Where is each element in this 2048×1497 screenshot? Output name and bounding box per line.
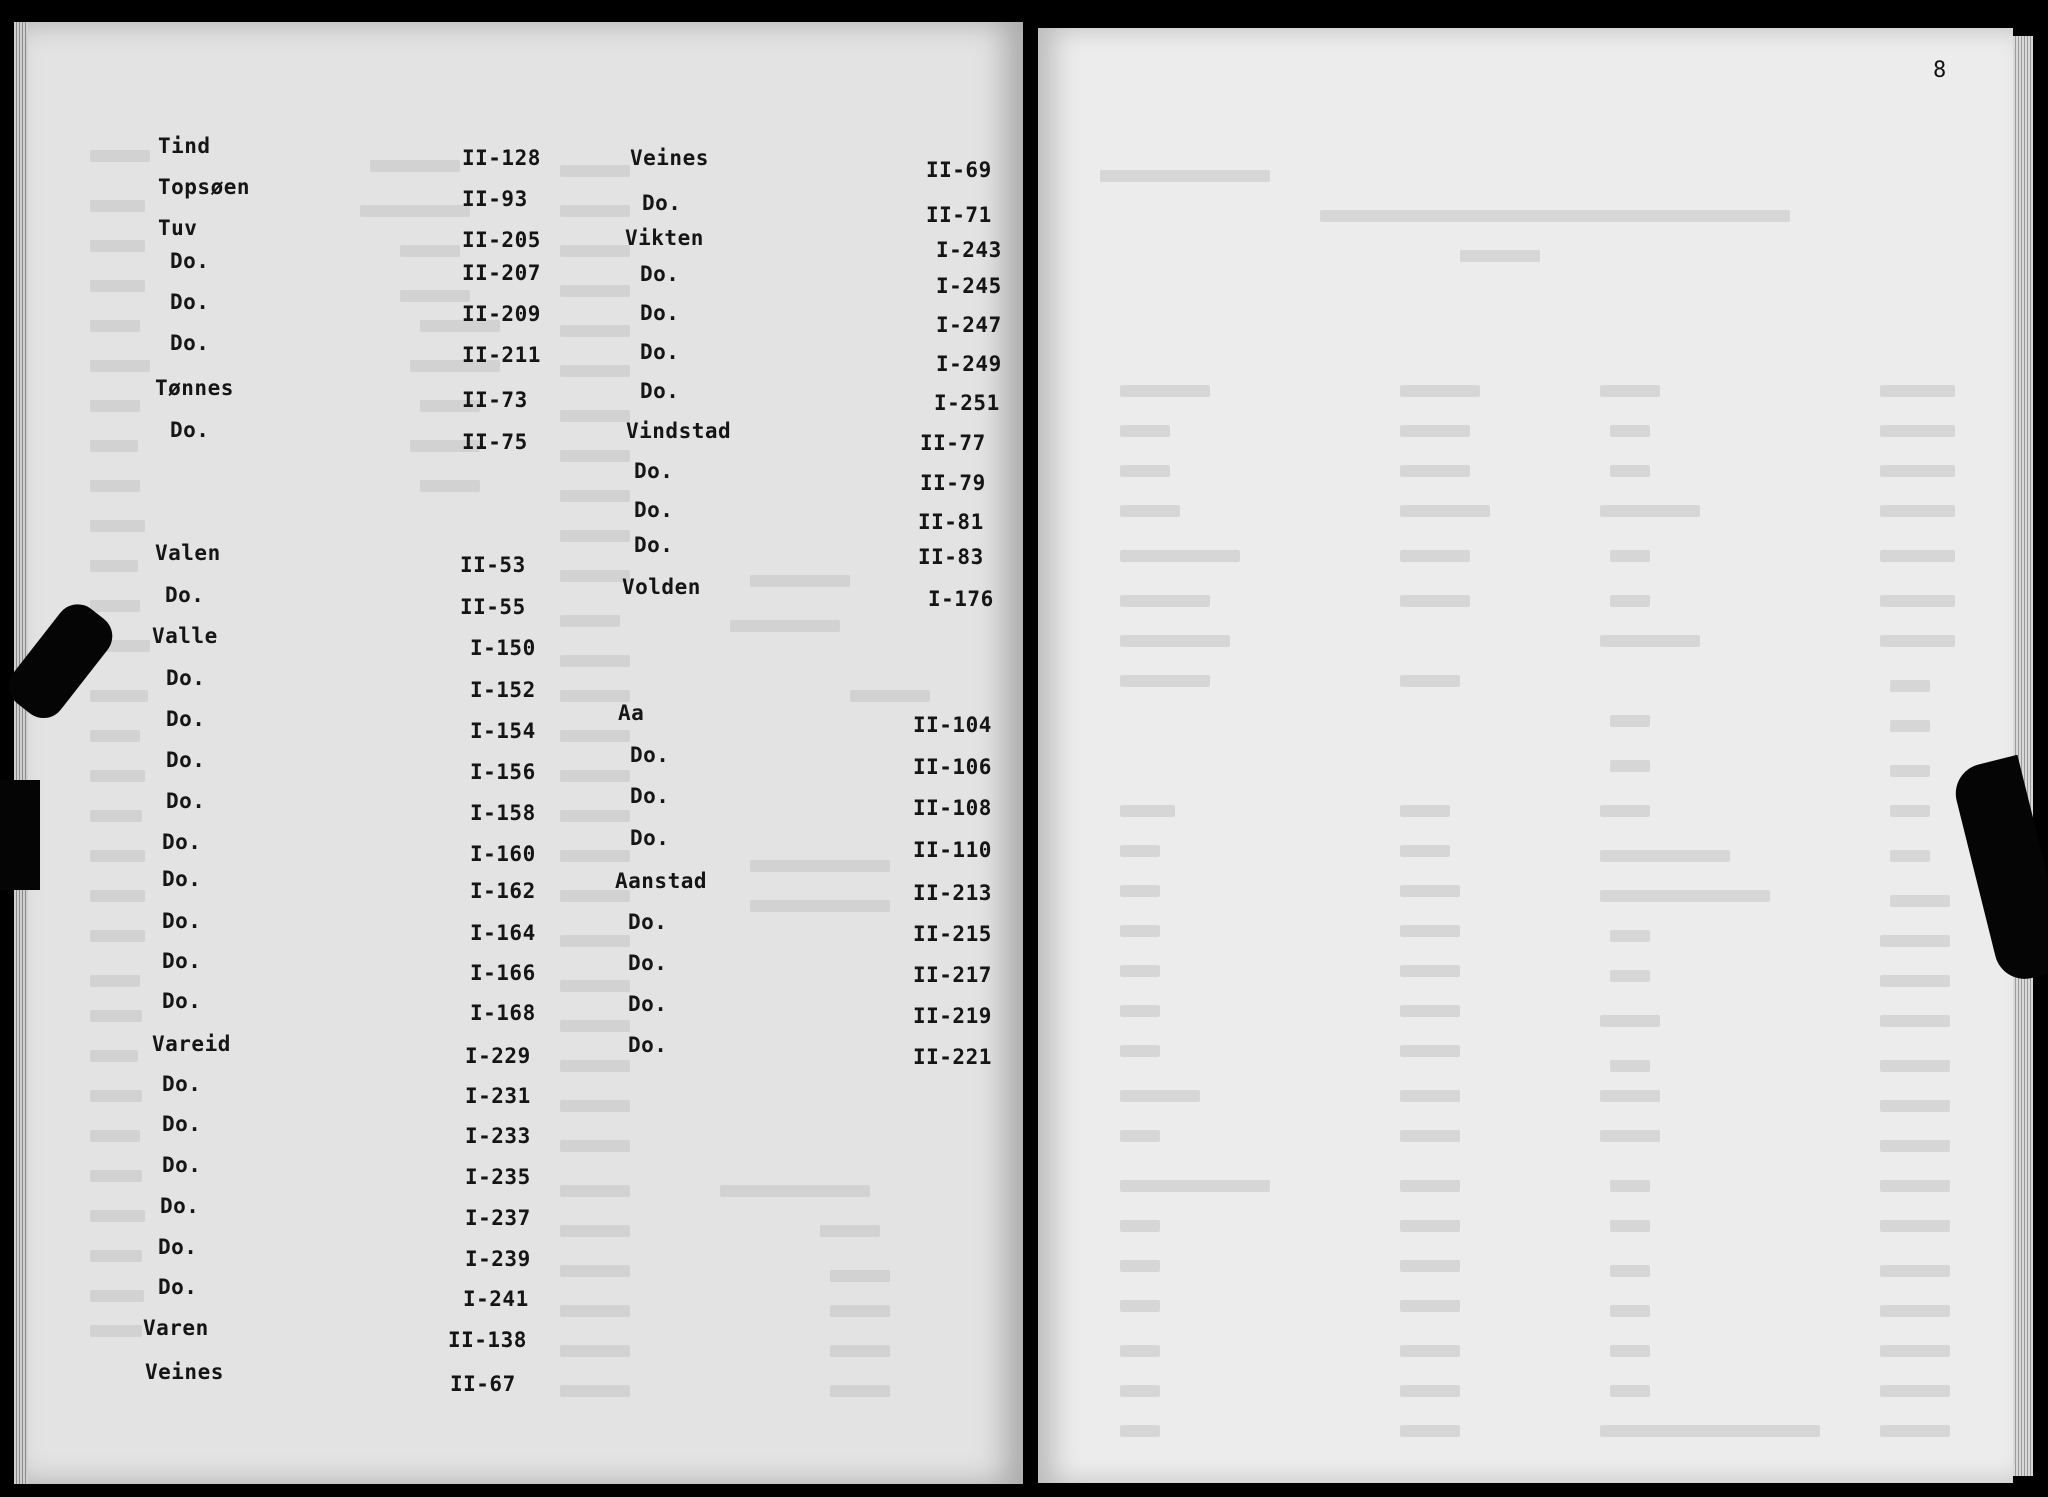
volume-page-ref: II-138 [448, 1328, 527, 1352]
volume-page-ref: II-55 [460, 595, 526, 619]
show-through-stroke [90, 850, 145, 862]
show-through-stroke [1880, 1100, 1950, 1112]
show-through-stroke [90, 1050, 138, 1062]
show-through-stroke [1600, 890, 1770, 902]
show-through-stroke [360, 205, 470, 217]
show-through-stroke [1880, 385, 1955, 397]
show-through-stroke [1880, 1220, 1950, 1232]
show-through-stroke [560, 325, 630, 337]
show-through-stroke [1610, 1265, 1650, 1277]
volume-page-ref: I-245 [936, 274, 1002, 298]
show-through-stroke [560, 615, 620, 627]
show-through-stroke [1880, 1305, 1950, 1317]
volume-page-ref: II-67 [450, 1372, 516, 1396]
show-through-stroke [370, 160, 460, 172]
show-through-stroke [1400, 1260, 1460, 1272]
show-through-stroke [1400, 675, 1460, 687]
volume-page-ref: II-128 [462, 146, 541, 170]
show-through-stroke [90, 810, 142, 822]
place-name: Volden [622, 575, 701, 599]
place-name: Do. [170, 290, 210, 314]
show-through-stroke [1100, 170, 1270, 182]
show-through-stroke [90, 1250, 142, 1262]
show-through-stroke [1610, 595, 1650, 607]
place-name: Do. [642, 191, 682, 215]
show-through-stroke [1120, 1090, 1200, 1102]
volume-page-ref: II-209 [462, 302, 541, 326]
show-through-stroke [1880, 1140, 1950, 1152]
show-through-stroke [1880, 505, 1955, 517]
show-through-stroke [1400, 845, 1450, 857]
show-through-stroke [1600, 1425, 1820, 1437]
volume-page-ref: II-75 [462, 430, 528, 454]
place-name: Do. [162, 867, 202, 891]
show-through-stroke [560, 1305, 630, 1317]
place-name: Do. [162, 830, 202, 854]
show-through-stroke [560, 770, 630, 782]
show-through-stroke [1600, 1130, 1660, 1142]
show-through-stroke [1600, 385, 1660, 397]
place-name: Do. [162, 949, 202, 973]
show-through-stroke [1120, 1345, 1160, 1357]
show-through-stroke [1120, 885, 1160, 897]
show-through-stroke [1400, 885, 1460, 897]
show-through-stroke [560, 1385, 630, 1397]
show-through-stroke [400, 245, 460, 257]
show-through-stroke [1880, 1180, 1950, 1192]
show-through-stroke [90, 560, 138, 572]
show-through-stroke [1400, 1345, 1460, 1357]
show-through-stroke [730, 620, 840, 632]
place-name: Do. [630, 743, 670, 767]
place-name: Do. [640, 262, 680, 286]
show-through-stroke [1400, 595, 1470, 607]
place-name: Do. [158, 1275, 198, 1299]
show-through-stroke [90, 1170, 142, 1182]
show-through-stroke [1600, 1090, 1660, 1102]
show-through-stroke [90, 1010, 142, 1022]
show-through-stroke [560, 1225, 630, 1237]
show-through-stroke [1400, 385, 1480, 397]
show-through-stroke [90, 480, 140, 492]
show-through-stroke [1880, 635, 1955, 647]
place-name: Do. [160, 1194, 200, 1218]
show-through-stroke [1400, 425, 1470, 437]
show-through-stroke [1610, 425, 1650, 437]
show-through-stroke [1400, 505, 1490, 517]
place-name: Veines [145, 1360, 224, 1384]
show-through-stroke [1880, 975, 1950, 987]
show-through-stroke [1610, 930, 1650, 942]
show-through-stroke [400, 290, 470, 302]
show-through-stroke [560, 1185, 630, 1197]
show-through-stroke [90, 400, 140, 412]
show-through-stroke [560, 810, 630, 822]
place-name: Do. [162, 1112, 202, 1136]
show-through-stroke [1120, 385, 1210, 397]
show-through-stroke [90, 890, 145, 902]
show-through-stroke [750, 900, 890, 912]
binding-clip-left [0, 780, 40, 890]
show-through-stroke [420, 480, 480, 492]
show-through-stroke [1120, 1220, 1160, 1232]
volume-page-ref: I-176 [928, 587, 994, 611]
place-name: Do. [162, 1153, 202, 1177]
show-through-stroke [560, 655, 630, 667]
volume-page-ref: I-233 [465, 1124, 531, 1148]
show-through-stroke [90, 200, 145, 212]
show-through-stroke [1880, 425, 1955, 437]
show-through-stroke [1120, 965, 1160, 977]
show-through-stroke [560, 570, 630, 582]
volume-page-ref: I-239 [465, 1247, 531, 1271]
place-name: Do. [166, 666, 206, 690]
place-name: Do. [634, 533, 674, 557]
show-through-stroke [1610, 760, 1650, 772]
place-name: Do. [162, 909, 202, 933]
place-name: Do. [162, 1072, 202, 1096]
show-through-stroke [1610, 1180, 1650, 1192]
volume-page-ref: II-69 [926, 158, 992, 182]
place-name: Aa [618, 701, 645, 725]
show-through-stroke [560, 285, 630, 297]
show-through-stroke [1880, 1060, 1950, 1072]
place-name: Tønnes [155, 376, 234, 400]
show-through-stroke [1880, 1345, 1950, 1357]
volume-page-ref: I-241 [463, 1287, 529, 1311]
show-through-stroke [560, 1345, 630, 1357]
show-through-stroke [1320, 210, 1790, 222]
show-through-stroke [820, 1225, 880, 1237]
volume-page-ref: I-152 [470, 678, 536, 702]
place-name: Vindstad [626, 419, 732, 443]
show-through-stroke [1610, 550, 1650, 562]
show-through-stroke [560, 1060, 630, 1072]
place-name: Do. [640, 301, 680, 325]
show-through-stroke [1400, 1425, 1460, 1437]
show-through-stroke [560, 980, 630, 992]
show-through-stroke [90, 730, 140, 742]
place-name: Valen [155, 541, 221, 565]
place-name: Do. [170, 249, 210, 273]
volume-page-ref: II-205 [462, 228, 541, 252]
place-name: Tind [158, 134, 211, 158]
show-through-stroke [1120, 1130, 1160, 1142]
show-through-stroke [1880, 465, 1955, 477]
place-name: Varen [143, 1316, 209, 1340]
show-through-stroke [560, 490, 630, 502]
show-through-stroke [1880, 1385, 1950, 1397]
show-through-stroke [1880, 935, 1950, 947]
volume-page-ref: I-251 [934, 391, 1000, 415]
volume-page-ref: I-158 [470, 801, 536, 825]
show-through-stroke [560, 365, 630, 377]
show-through-stroke [1120, 1180, 1270, 1192]
show-through-stroke [90, 930, 145, 942]
show-through-stroke [560, 245, 630, 257]
show-through-stroke [560, 1020, 630, 1032]
show-through-stroke [1400, 1130, 1460, 1142]
volume-page-ref: I-237 [465, 1206, 531, 1230]
show-through-stroke [560, 1265, 630, 1277]
show-through-stroke [90, 1090, 142, 1102]
volume-page-ref: I-154 [470, 719, 536, 743]
show-through-stroke [90, 1290, 144, 1302]
volume-page-ref: II-79 [920, 471, 986, 495]
show-through-stroke [560, 730, 630, 742]
show-through-stroke [560, 1140, 630, 1152]
show-through-stroke [1120, 635, 1230, 647]
show-through-stroke [560, 850, 630, 862]
volume-page-ref: II-215 [913, 922, 992, 946]
volume-page-ref: I-166 [470, 961, 536, 985]
show-through-stroke [560, 205, 630, 217]
show-through-stroke [1400, 465, 1470, 477]
show-through-stroke [1120, 595, 1210, 607]
show-through-stroke [560, 530, 630, 542]
volume-page-ref: I-235 [465, 1165, 531, 1189]
show-through-stroke [720, 1185, 870, 1197]
place-name: Do. [166, 748, 206, 772]
volume-page-ref: II-71 [926, 203, 992, 227]
place-name: Do. [634, 459, 674, 483]
show-through-stroke [1400, 1005, 1460, 1017]
place-name: Do. [158, 1235, 198, 1259]
show-through-stroke [750, 575, 850, 587]
place-name: Do. [170, 418, 210, 442]
show-through-stroke [1610, 1385, 1650, 1397]
show-through-stroke [1400, 1090, 1460, 1102]
show-through-stroke [830, 1305, 890, 1317]
show-through-stroke [1610, 1060, 1650, 1072]
show-through-stroke [1890, 765, 1930, 777]
volume-page-ref: II-83 [918, 545, 984, 569]
show-through-stroke [1400, 1180, 1460, 1192]
show-through-stroke [1120, 925, 1160, 937]
show-through-stroke [90, 280, 145, 292]
place-name: Do. [628, 992, 668, 1016]
show-through-stroke [90, 440, 138, 452]
show-through-stroke [1120, 505, 1180, 517]
volume-page-ref: I-164 [470, 921, 536, 945]
volume-page-ref: I-168 [470, 1001, 536, 1025]
show-through-stroke [1460, 250, 1540, 262]
volume-page-ref: I-150 [470, 636, 536, 660]
show-through-stroke [560, 1100, 630, 1112]
show-through-stroke [560, 410, 630, 422]
show-through-stroke [1400, 1220, 1460, 1232]
volume-page-ref: I-231 [465, 1084, 531, 1108]
show-through-stroke [1400, 1045, 1460, 1057]
show-through-stroke [90, 520, 145, 532]
show-through-stroke [1610, 715, 1650, 727]
show-through-stroke [1120, 1045, 1160, 1057]
show-through-stroke [1120, 805, 1175, 817]
place-name: Vikten [625, 226, 704, 250]
show-through-stroke [1890, 850, 1930, 862]
volume-page-ref: II-104 [913, 713, 992, 737]
show-through-stroke [1880, 1015, 1950, 1027]
show-through-stroke [90, 150, 150, 162]
place-name: Do. [165, 583, 205, 607]
place-name: Valle [152, 624, 218, 648]
volume-page-ref: II-93 [462, 187, 528, 211]
volume-page-ref: II-213 [913, 881, 992, 905]
show-through-stroke [560, 935, 630, 947]
volume-page-ref: II-53 [460, 553, 526, 577]
show-through-stroke [750, 860, 890, 872]
show-through-stroke [1400, 1385, 1460, 1397]
show-through-stroke [1120, 1005, 1160, 1017]
place-name: Do. [640, 379, 680, 403]
show-through-stroke [1600, 850, 1730, 862]
place-name: Do. [628, 1033, 668, 1057]
place-name: Do. [640, 340, 680, 364]
show-through-stroke [90, 320, 140, 332]
show-through-stroke [1120, 1300, 1160, 1312]
show-through-stroke [1610, 1305, 1650, 1317]
show-through-stroke [1120, 1425, 1160, 1437]
place-name: Do. [162, 989, 202, 1013]
volume-page-ref: II-211 [462, 343, 541, 367]
volume-page-ref: I-243 [936, 238, 1002, 262]
show-through-stroke [90, 1210, 145, 1222]
place-name: Aanstad [615, 869, 708, 893]
volume-page-ref: II-110 [913, 838, 992, 862]
show-through-stroke [1400, 1300, 1460, 1312]
volume-page-ref: I-156 [470, 760, 536, 784]
volume-page-ref: I-162 [470, 879, 536, 903]
place-name: Do. [628, 910, 668, 934]
volume-page-ref: II-77 [920, 431, 986, 455]
place-name: Do. [634, 498, 674, 522]
volume-page-ref: II-108 [913, 796, 992, 820]
show-through-stroke [90, 360, 150, 372]
show-through-stroke [1890, 895, 1950, 907]
show-through-stroke [1600, 635, 1700, 647]
show-through-stroke [1120, 1260, 1160, 1272]
show-through-stroke [1610, 1345, 1650, 1357]
show-through-stroke [850, 690, 930, 702]
volume-page-ref: II-106 [913, 755, 992, 779]
show-through-stroke [1400, 925, 1460, 937]
volume-page-ref: II-219 [913, 1004, 992, 1028]
show-through-stroke [90, 770, 145, 782]
volume-page-ref: I-160 [470, 842, 536, 866]
place-name: Vareid [152, 1032, 231, 1056]
place-name: Do. [628, 951, 668, 975]
show-through-stroke [90, 240, 145, 252]
volume-page-ref: I-249 [936, 352, 1002, 376]
volume-page-ref: II-217 [913, 963, 992, 987]
place-name: Topsøen [158, 175, 251, 199]
volume-page-ref: II-73 [462, 388, 528, 412]
volume-page-ref: II-221 [913, 1045, 992, 1069]
show-through-stroke [560, 165, 630, 177]
page-number: 8 [1933, 58, 1947, 83]
show-through-stroke [1600, 505, 1700, 517]
show-through-stroke [830, 1270, 890, 1282]
volume-page-ref: I-229 [465, 1044, 531, 1068]
show-through-stroke [1600, 805, 1650, 817]
place-name: Do. [630, 784, 670, 808]
show-through-stroke [1120, 845, 1160, 857]
show-through-stroke [1610, 1220, 1650, 1232]
place-name: Veines [630, 146, 709, 170]
show-through-stroke [90, 975, 140, 987]
show-through-stroke [1610, 465, 1650, 477]
show-through-stroke [1400, 550, 1470, 562]
show-through-stroke [1890, 805, 1930, 817]
show-through-stroke [1880, 595, 1955, 607]
show-through-stroke [90, 600, 140, 612]
show-through-stroke [830, 1345, 890, 1357]
show-through-stroke [560, 450, 630, 462]
place-name: Do. [166, 707, 206, 731]
place-name: Tuv [158, 216, 198, 240]
place-name: Do. [630, 826, 670, 850]
show-through-stroke [1120, 675, 1210, 687]
show-through-stroke [1890, 720, 1930, 732]
volume-page-ref: I-247 [936, 313, 1002, 337]
show-through-stroke [1890, 680, 1930, 692]
show-through-stroke [1400, 965, 1460, 977]
show-through-stroke [1400, 805, 1450, 817]
show-through-stroke [1880, 1265, 1950, 1277]
volume-page-ref: II-207 [462, 261, 541, 285]
volume-page-ref: II-81 [918, 510, 984, 534]
show-through-stroke [1120, 550, 1240, 562]
place-name: Do. [170, 331, 210, 355]
place-name: Do. [166, 789, 206, 813]
show-through-stroke [1600, 1015, 1660, 1027]
show-through-stroke [830, 1385, 890, 1397]
show-through-stroke [1120, 1385, 1160, 1397]
show-through-stroke [90, 690, 148, 702]
show-through-stroke [1880, 1425, 1950, 1437]
show-through-stroke [90, 1130, 140, 1142]
show-through-stroke [1610, 970, 1650, 982]
show-through-stroke [1880, 550, 1955, 562]
show-through-stroke [90, 1325, 142, 1337]
show-through-stroke [1120, 425, 1170, 437]
show-through-stroke [1120, 465, 1170, 477]
